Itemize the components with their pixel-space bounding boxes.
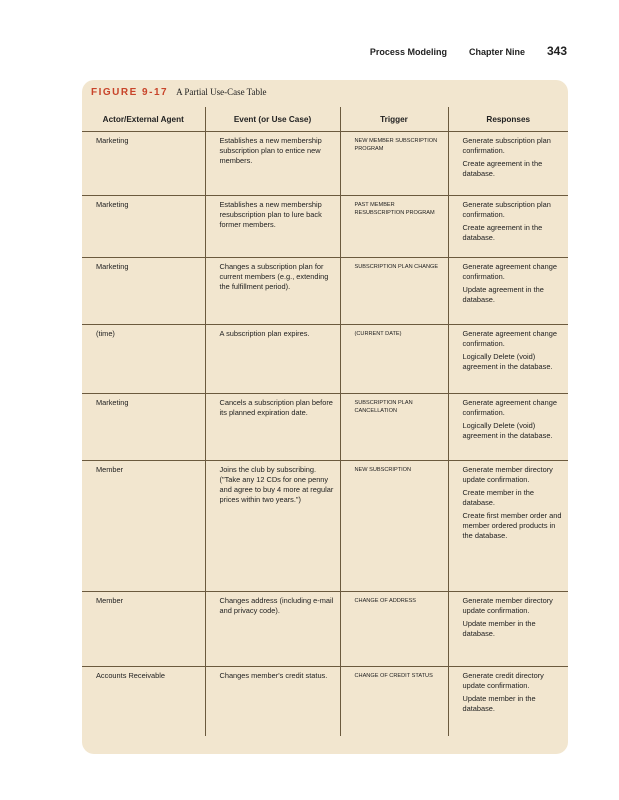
response-item: Generate subscription plan confirmation. [462, 200, 551, 219]
response-item: Logically Delete (void) agreement in the database. [462, 352, 553, 371]
response-item: Create first member order and member ordered products in the database. [462, 511, 562, 540]
chapter-title: Chapter Nine [468, 47, 525, 57]
event-cell: Changes member's credit status. [205, 667, 340, 736]
response-item: Logically Delete (void) agreement in the database. [462, 421, 553, 440]
table-row [82, 258, 568, 325]
actor-cell: Accounts Receivable [96, 671, 166, 680]
response-item: Generate credit directory update confirmation. [462, 671, 544, 690]
response-item: Generate agreement change confirmation. [462, 329, 558, 348]
actor-cell: (time) [82, 325, 205, 394]
response-item: Generate member directory update confirmation. [462, 465, 553, 484]
trigger-cell: (CURRENT DATE) [340, 325, 448, 394]
response-item: Generate subscription plan confirmation. [462, 136, 551, 155]
trigger-cell: NEW MEMBER SUBSCRIPTION PROGRAM [340, 132, 448, 196]
trigger-cell: SUBSCRIPTION PLAN CHANGE [340, 258, 448, 325]
figure-caption [91, 87, 267, 98]
column-header-responses: Responses [448, 107, 568, 132]
response-item: Create agreement in the database. [462, 159, 543, 178]
page-number: 343 [546, 44, 567, 58]
responses-cell [448, 461, 568, 592]
trigger-cell: PAST MEMBER RESUBSCRIPTION PROGRAM [340, 196, 448, 258]
response-item: Create member in the database. [462, 488, 534, 507]
responses-cell [448, 592, 568, 667]
event-cell: Establishes a new membership subscription plan to entice new members. [205, 132, 340, 196]
event-cell: Changes a subscription plan for current members (e.g., extending the fulfillment period). [205, 258, 340, 325]
trigger-cell: CHANGE OF CREDIT STATUS [340, 667, 448, 736]
column-header-actor: Actor/External Agent [82, 107, 205, 132]
event-cell: Changes address (including e-mail and privacy code). [205, 592, 340, 667]
table-row [82, 592, 568, 667]
actor-cell: Marketing [82, 394, 205, 461]
responses-cell [448, 394, 568, 461]
trigger-cell: SUBSCRIPTION PLAN CANCELLATION [340, 394, 448, 461]
event-cell: Joins the club by subscribing. ("Take any 12 CDs for one penny and agree to buy 4 more at regular prices within two years.") [205, 461, 340, 592]
actor-cell: Member [82, 461, 205, 592]
response-item: Create agreement in the database. [462, 223, 543, 242]
section-title: Process Modeling [369, 47, 447, 57]
response-item: Generate member directory update confirmation. [462, 596, 553, 615]
table-header-row [82, 107, 568, 132]
actor-cell: Marketing [82, 196, 205, 258]
trigger-cell: CHANGE OF ADDRESS [340, 592, 448, 667]
response-item: Update agreement in the database. [462, 285, 544, 304]
response-item: Generate agreement change confirmation. [462, 398, 558, 417]
responses-cell [448, 325, 568, 394]
page-header [370, 44, 567, 58]
figure-label: FIGURE 9-17 [91, 87, 169, 98]
responses-cell [448, 196, 568, 258]
responses-cell [448, 258, 568, 325]
figure-panel [82, 80, 568, 754]
table-row [82, 667, 568, 736]
table-row [82, 325, 568, 394]
response-item: Generate agreement change confirmation. [462, 262, 558, 281]
actor-cell: Marketing [82, 132, 205, 196]
figure-title: A Partial Use-Case Table [176, 87, 267, 97]
use-case-table [82, 107, 568, 736]
column-header-trigger: Trigger [340, 107, 448, 132]
trigger-cell: NEW SUBSCRIPTION [340, 461, 448, 592]
table-row [82, 132, 568, 196]
event-cell: A subscription plan expires. [205, 325, 340, 394]
actor-cell: Member [82, 592, 205, 667]
table-row [82, 394, 568, 461]
column-header-event: Event (or Use Case) [205, 107, 340, 132]
actor-cell: Marketing [82, 258, 205, 325]
event-cell: Establishes a new membership resubscription plan to lure back former members. [205, 196, 340, 258]
response-item: Update member in the database. [462, 694, 536, 713]
response-item: Update member in the database. [462, 619, 536, 638]
table-row [82, 196, 568, 258]
responses-cell [448, 667, 568, 736]
responses-cell [448, 132, 568, 196]
table-row [82, 461, 568, 592]
event-cell: Cancels a subscription plan before its planned expiration date. [205, 394, 340, 461]
